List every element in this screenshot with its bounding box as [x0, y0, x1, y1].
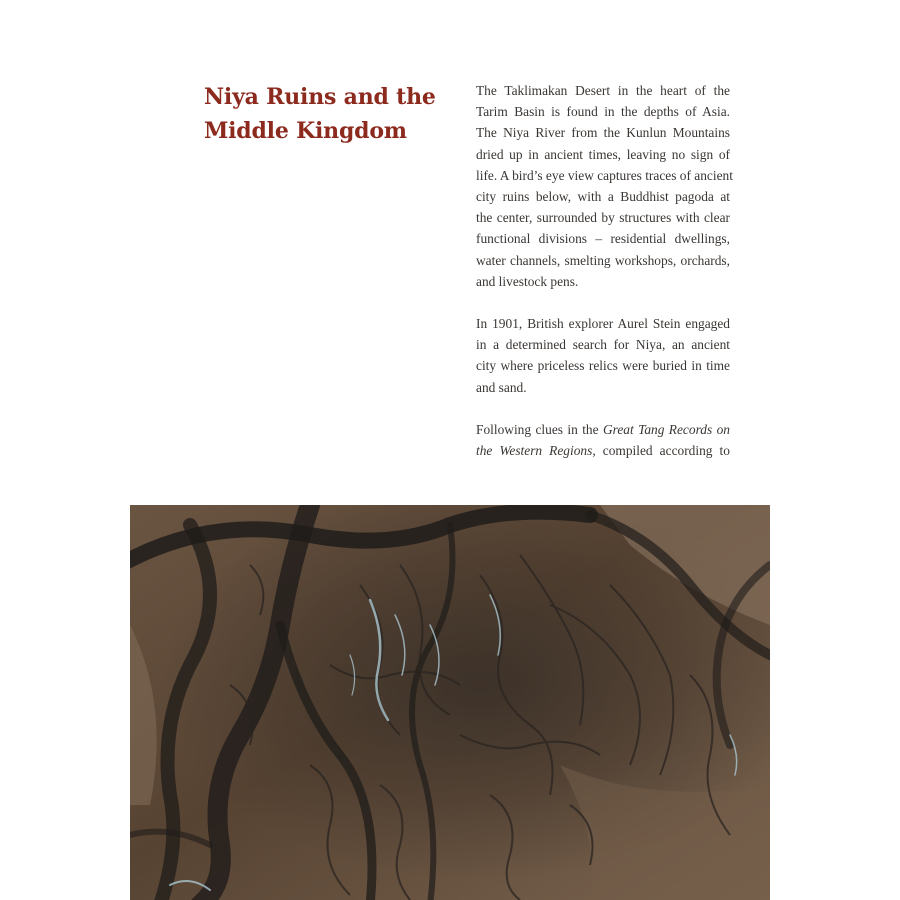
text-line: In 1901, British explorer Aurel Stein engaged [476, 316, 730, 332]
text-line: dried up in ancient times, leaving no sign of [476, 146, 730, 162]
paragraph-3 [476, 419, 730, 461]
text-line: functional divisions – residential dwellings, [476, 231, 730, 247]
text-line: and livestock pens. [476, 273, 579, 289]
text-line: Tarim Basin is found in the depths of Asia. [476, 104, 730, 120]
article-body [476, 80, 733, 482]
text-line [476, 440, 730, 461]
text-line [476, 419, 730, 440]
text-line: in a determined search for Niya, an ancient [476, 337, 730, 353]
paragraph-2 [476, 313, 730, 398]
aerial-river-photo [130, 505, 770, 900]
text-line: life. A bird’s eye view captures traces of ancient [476, 167, 733, 183]
text-line: city where priceless relics were buried in time [476, 358, 730, 374]
text-run: Following clues in the [476, 421, 603, 437]
text-line: city ruins below, with a Buddhist pagoda at [476, 189, 730, 205]
text-line: the center, surrounded by structures with clear [476, 210, 730, 226]
book-title-italic: Great Tang Records on [602, 421, 730, 437]
text-line: The Taklimakan Desert in the heart of the [476, 83, 730, 98]
book-title-italic: the Western Regions [476, 443, 593, 459]
text-line: The Niya River from the Kunlun Mountains [476, 125, 730, 141]
title-line-2: Middle Kingdom [204, 118, 407, 144]
river-delta-illustration [130, 505, 770, 900]
text-run: , compiled according to [592, 443, 730, 459]
paragraph-1 [476, 80, 733, 292]
page-title [204, 80, 444, 148]
text-line: and sand. [476, 379, 527, 395]
text-line: water channels, smelting workshops, orchards, [476, 252, 730, 268]
title-line-1: Niya Ruins and the [204, 84, 436, 110]
